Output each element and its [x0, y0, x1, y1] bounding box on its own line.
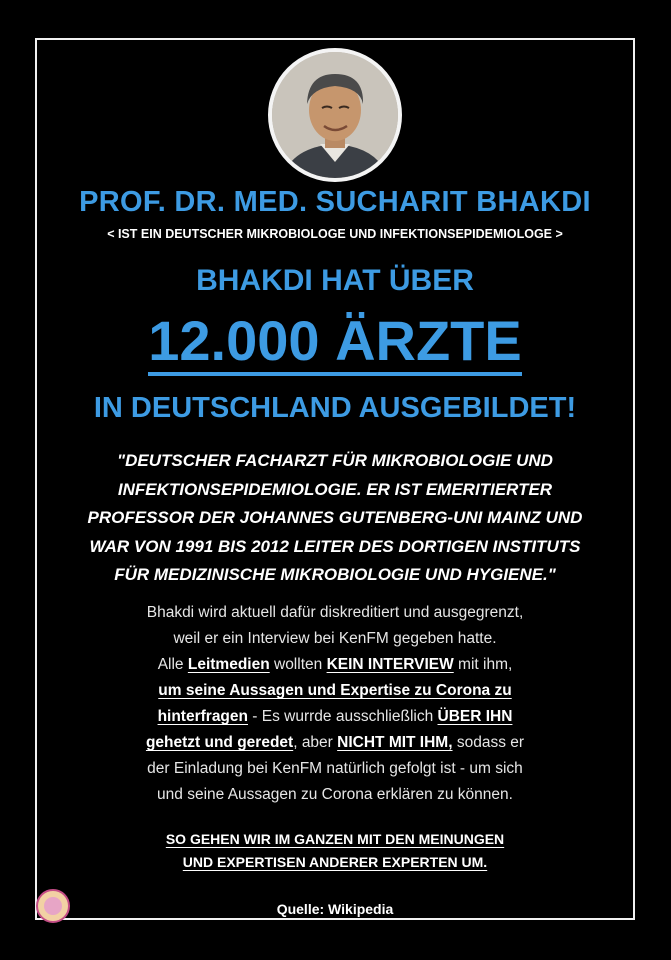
emphasis-aussagen: um seine Aussagen und Expertise zu Corona zu	[158, 682, 512, 699]
emphasis-ueber-ihn: ÜBER IHN	[437, 708, 513, 725]
body-text-span: wollten	[269, 656, 327, 673]
closing-line	[35, 851, 635, 874]
headline-number	[35, 308, 635, 373]
body-line	[35, 704, 635, 730]
closing-statement	[35, 828, 635, 874]
emphasis-kein-interview: KEIN INTERVIEW	[326, 656, 454, 673]
quote-line: PROFESSOR DER JOHANNES GUTENBERG-UNI MAINZ UND	[87, 508, 583, 527]
body-line	[35, 652, 635, 678]
quote-line: FÜR MEDIZINISCHE MIKROBIOLOGIE UND HYGIENE."	[114, 565, 556, 584]
headline-number-text: 12.000 ÄRZTE	[148, 309, 522, 376]
watermark-logo-icon	[36, 889, 70, 923]
body-text-span: mit ihm,	[453, 656, 513, 673]
body-text	[35, 600, 635, 808]
quote-line: "DEUTSCHER FACHARZT FÜR MIKROBIOLOGIE UND	[117, 451, 553, 470]
body-text-span: Alle	[157, 656, 188, 673]
body-text-span: - Es wurrde ausschließlich	[248, 708, 438, 725]
quote-line: WAR VON 1991 BIS 2012 LEITER DES DORTIGEN INSTITUTS	[89, 536, 581, 556]
body-line	[35, 678, 635, 704]
body-text-span: sodass er	[452, 734, 525, 751]
source-credit: Quelle: Wikipedia	[276, 901, 394, 917]
body-line: Bhakdi wird aktuell dafür diskreditiert und ausgegrenzt,	[146, 604, 524, 621]
watermark-logo-center	[44, 897, 62, 915]
portrait-photo	[268, 48, 402, 182]
headline-line-1: BHAKDI HAT ÜBER	[196, 264, 474, 297]
body-line: der Einladung bei KenFM natürlich gefolgt ist - um sich	[147, 760, 523, 777]
portrait-figure	[272, 52, 398, 178]
professor-name: PROF. DR. MED. SUCHARIT BHAKDI	[79, 186, 591, 218]
body-line	[35, 730, 635, 756]
closing-line	[35, 828, 635, 851]
emphasis-gehetzt: gehetzt und geredet	[145, 734, 294, 751]
emphasis-hinterfragen: hinterfragen	[157, 708, 248, 725]
body-line: weil er ein Interview bei KenFM gegeben hatte.	[173, 630, 497, 647]
closing-text: SO GEHEN WIR IM GANZEN MIT DEN MEINUNGEN	[165, 831, 505, 847]
body-text-span: , aber	[293, 734, 338, 751]
emphasis-leitmedien: Leitmedien	[187, 656, 270, 673]
wikipedia-quote	[35, 447, 635, 590]
emphasis-nicht-mit-ihm: NICHT MIT IHM,	[337, 734, 453, 751]
body-line: und seine Aussagen zu Corona erklären zu können.	[157, 786, 513, 803]
quote-line: INFEKTIONSEPIDEMIOLOGIE. ER IST EMERITIERTER	[117, 479, 553, 499]
subtitle: < IST EIN DEUTSCHER MIKROBIOLOGE UND INFEKTIONSEPIDEMIOLOGE >	[107, 227, 563, 241]
closing-text: UND EXPERTISEN ANDERER EXPERTEN UM.	[182, 854, 488, 870]
headline-line-3: IN DEUTSCHLAND AUSGEBILDET!	[93, 392, 577, 424]
